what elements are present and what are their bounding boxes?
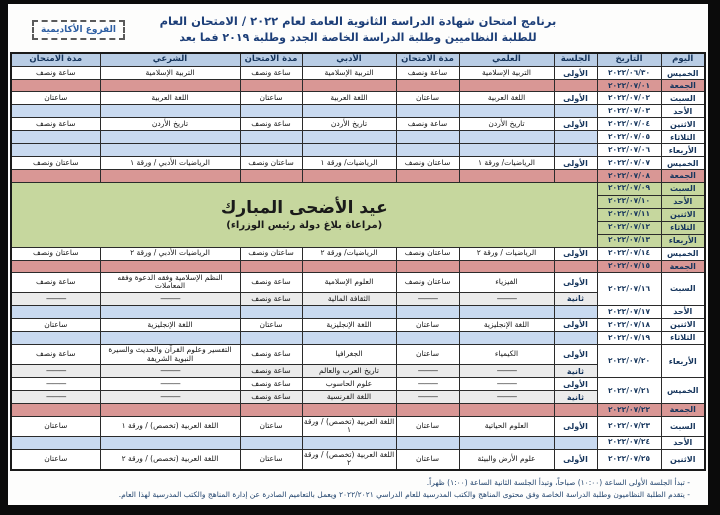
date-cell: ٢٠٢٢/٠٧/١١ [597, 208, 661, 221]
friday-holiday-row [11, 404, 705, 416]
subject-cell: ——— [100, 378, 240, 391]
subject-cell: تاريخ العرب والعالم [302, 365, 396, 378]
empty-cell [396, 306, 459, 319]
duration-cell: ساعتان [11, 319, 100, 332]
title-line-2: للطلبة النظاميين وطلبة الدراسة الخاصة الجدد وطلبة ٢٠١٩ فما بعد [179, 31, 537, 45]
date-cell: ٢٠٢٢/٠٦/٣٠ [597, 67, 661, 80]
empty-cell [554, 332, 597, 345]
empty-cell [100, 306, 240, 319]
date-cell: ٢٠٢٢/٠٧/٠١ [597, 80, 661, 92]
empty-cell [11, 404, 100, 416]
date-cell: ٢٠٢٢/٠٧/٠٧ [597, 157, 661, 170]
empty-cell [100, 436, 240, 449]
date-cell: ٢٠٢٢/٠٧/١٠ [597, 195, 661, 208]
day-cell: الجمعة [661, 404, 705, 416]
duration-cell: ساعة ونصف [240, 345, 302, 365]
friday-holiday-row [11, 80, 705, 92]
date-cell: ٢٠٢٢/٠٧/٢٣ [597, 416, 661, 436]
exam-schedule-table [10, 52, 706, 471]
day-cell: الخميس [661, 378, 705, 404]
empty-cell [100, 131, 240, 144]
subject-cell: ——— [100, 365, 240, 378]
date-cell: ٢٠٢٢/٠٧/١٨ [597, 319, 661, 332]
day-cell: الثلاثاء [661, 332, 705, 345]
column-header: مدة الامتحان [240, 53, 302, 67]
duration-cell: ——— [11, 378, 100, 391]
day-cell: الأربعاء [661, 144, 705, 157]
exam-row [11, 247, 705, 260]
day-cell: الثلاثاء [661, 221, 705, 234]
session-cell: الأولى [554, 67, 597, 80]
empty-cell [100, 144, 240, 157]
empty-cell [240, 105, 302, 118]
duration-cell: ساعة ونصف [11, 67, 100, 80]
empty-cell [240, 80, 302, 92]
session-cell: الأولى [554, 157, 597, 170]
exam-row [11, 449, 705, 470]
column-header: مدة الامتحان [396, 53, 459, 67]
empty-cell [459, 404, 554, 416]
friday-holiday-row [11, 260, 705, 272]
column-header: الجلسة [554, 53, 597, 67]
exam-row [11, 272, 705, 292]
day-cell: الأحد [661, 105, 705, 118]
date-cell: ٢٠٢٢/٠٧/٠٤ [597, 118, 661, 131]
exam-row [11, 157, 705, 170]
day-cell: السبت [661, 272, 705, 305]
date-cell: ٢٠٢٢/٠٧/٠٣ [597, 105, 661, 118]
subject-cell: الكيمياء [459, 345, 554, 365]
empty-cell [11, 144, 100, 157]
day-cell: الاثنين [661, 118, 705, 131]
duration-cell: ساعتان [396, 92, 459, 105]
session-cell: ثانية [554, 293, 597, 306]
session-cell: الأولى [554, 378, 597, 391]
subject-cell: اللغة العربية [459, 92, 554, 105]
empty-cell [459, 332, 554, 345]
subject-cell: علوم الأرض والبيئة [459, 449, 554, 470]
duration-cell: ——— [11, 365, 100, 378]
duration-cell: ساعتان [11, 449, 100, 470]
footnotes [8, 477, 690, 500]
session-cell: الأولى [554, 449, 597, 470]
empty-cell [11, 260, 100, 272]
day-cell: الاثنين [661, 208, 705, 221]
duration-cell: ساعة ونصف [11, 118, 100, 131]
empty-cell [396, 131, 459, 144]
subject-cell: الرياضيات الأدبي / ورقة ١ [100, 157, 240, 170]
empty-cell [240, 260, 302, 272]
empty-cell [554, 80, 597, 92]
duration-cell: ساعة ونصف [240, 67, 302, 80]
header-row [11, 53, 705, 67]
exam-row [11, 416, 705, 436]
date-cell: ٢٠٢٢/٠٧/١٥ [597, 260, 661, 272]
empty-cell [554, 260, 597, 272]
duration-cell: ساعتان [240, 449, 302, 470]
empty-cell [11, 306, 100, 319]
day-cell: الجمعة [661, 260, 705, 272]
subject-cell: اللغة الإنجليزية [459, 319, 554, 332]
empty-cell [100, 105, 240, 118]
empty-cell [554, 306, 597, 319]
empty-cell [100, 332, 240, 345]
empty-cell [240, 131, 302, 144]
empty-cell [240, 144, 302, 157]
duration-cell: ——— [11, 293, 100, 306]
subject-cell: اللغة الإنجليزية [100, 319, 240, 332]
session-cell: الأولى [554, 319, 597, 332]
date-cell: ٢٠٢٢/٠٧/٢٢ [597, 404, 661, 416]
empty-cell [11, 170, 100, 182]
duration-cell: ساعة ونصف [396, 67, 459, 80]
empty-cell [554, 131, 597, 144]
subject-cell: ——— [459, 378, 554, 391]
empty-cell [100, 80, 240, 92]
session-cell: الأولى [554, 272, 597, 292]
empty-cell [302, 332, 396, 345]
duration-cell: ساعتان ونصف [240, 157, 302, 170]
subject-cell: النظم الإسلامية وفقه الدعوة وفقه المعاملات [100, 272, 240, 292]
day-cell: السبت [661, 92, 705, 105]
date-cell: ٢٠٢٢/٠٧/٠٦ [597, 144, 661, 157]
empty-cell [459, 260, 554, 272]
date-cell: ٢٠٢٢/٠٧/٢١ [597, 378, 661, 404]
duration-cell: ——— [396, 293, 459, 306]
duration-cell: ——— [396, 378, 459, 391]
column-header: الأدبي [302, 53, 396, 67]
empty-cell [459, 105, 554, 118]
empty-cell [100, 260, 240, 272]
exam-row [11, 345, 705, 365]
duration-cell: ساعتان [396, 319, 459, 332]
empty-cell [240, 170, 302, 182]
duration-cell: ساعتان ونصف [396, 247, 459, 260]
footnote-session-times: - تبدأ الجلسة الأولى الساعة (١٠:٠٠) صباحاً، وتبدأ الجلسة الثانية الساعة (١:٠٠) ظهراً. [426, 478, 690, 487]
date-cell: ٢٠٢٢/٠٧/٠٨ [597, 170, 661, 182]
day-cell: الجمعة [661, 80, 705, 92]
session-cell: الأولى [554, 416, 597, 436]
session-cell: الأولى [554, 92, 597, 105]
empty-cell [302, 306, 396, 319]
duration-cell: ساعتان [11, 416, 100, 436]
day-cell: السبت [661, 182, 705, 195]
subject-cell: اللغة العربية [100, 92, 240, 105]
subject-cell: اللغة العربية (تخصص) / ورقة ٢ [100, 449, 240, 470]
session-cell: ثانية [554, 365, 597, 378]
subject-cell: الفيزياء [459, 272, 554, 292]
subject-cell: اللغة العربية (تخصص) / ورقة ١ [302, 416, 396, 436]
duration-cell: ساعة ونصف [240, 365, 302, 378]
duration-cell: ساعتان [396, 416, 459, 436]
duration-cell: ساعتان [240, 92, 302, 105]
duration-cell: ——— [396, 391, 459, 404]
empty-cell [396, 436, 459, 449]
date-cell: ٢٠٢٢/٠٧/١٢ [597, 221, 661, 234]
day-cell: الأحد [661, 436, 705, 449]
empty-cell [11, 332, 100, 345]
no-exam-row [11, 144, 705, 157]
column-header: العلمي [459, 53, 554, 67]
duration-cell: ساعتان ونصف [240, 247, 302, 260]
empty-cell [554, 436, 597, 449]
exam-row [11, 92, 705, 105]
duration-cell: ساعتان [396, 345, 459, 365]
session-cell: الأولى [554, 118, 597, 131]
empty-cell [396, 170, 459, 182]
duration-cell: ساعتان [11, 92, 100, 105]
empty-cell [302, 436, 396, 449]
subject-cell: ——— [459, 391, 554, 404]
eid-title: عيد الأضحى المبارك [220, 197, 388, 218]
date-cell: ٢٠٢٢/٠٧/١٣ [597, 234, 661, 247]
duration-cell: ساعة ونصف [240, 118, 302, 131]
empty-cell [100, 170, 240, 182]
subject-cell: ——— [459, 293, 554, 306]
duration-cell: ساعة ونصف [240, 272, 302, 292]
empty-cell [100, 404, 240, 416]
subject-cell: اللغة الإنجليزية [302, 319, 396, 332]
subject-cell: العلوم الحياتية [459, 416, 554, 436]
empty-cell [554, 404, 597, 416]
day-cell: الاثنين [661, 319, 705, 332]
date-cell: ٢٠٢٢/٠٧/١٩ [597, 332, 661, 345]
subject-cell: ——— [459, 365, 554, 378]
duration-cell: ——— [396, 365, 459, 378]
subject-cell: علوم الحاسوب [302, 378, 396, 391]
empty-cell [396, 404, 459, 416]
empty-cell [302, 404, 396, 416]
empty-cell [554, 144, 597, 157]
subject-cell: تاريخ الأردن [459, 118, 554, 131]
subject-cell: اللغة العربية (تخصص) / ورقة ١ [100, 416, 240, 436]
subject-cell: التربية الإسلامية [100, 67, 240, 80]
empty-cell [459, 170, 554, 182]
subject-cell: التربية الإسلامية [302, 67, 396, 80]
date-cell: ٢٠٢٢/٠٧/٢٥ [597, 449, 661, 470]
empty-cell [302, 170, 396, 182]
subject-cell: العلوم الإسلامية [302, 272, 396, 292]
subject-cell: اللغة العربية [302, 92, 396, 105]
day-cell: الأربعاء [661, 234, 705, 247]
duration-cell: ساعة ونصف [240, 293, 302, 306]
subject-cell: التربية الإسلامية [459, 67, 554, 80]
empty-cell [11, 80, 100, 92]
day-cell: الثلاثاء [661, 131, 705, 144]
duration-cell: ساعة ونصف [396, 118, 459, 131]
day-cell: السبت [661, 416, 705, 436]
subject-cell: اللغة الفرنسية [302, 391, 396, 404]
date-cell: ٢٠٢٢/٠٧/١٦ [597, 272, 661, 305]
date-cell: ٢٠٢٢/٠٧/٠٩ [597, 182, 661, 195]
friday-holiday-row [11, 170, 705, 182]
empty-cell [396, 260, 459, 272]
empty-cell [11, 131, 100, 144]
duration-cell: ساعتان [240, 319, 302, 332]
empty-cell [459, 306, 554, 319]
duration-cell: ساعة ونصف [11, 345, 100, 365]
exam-row [11, 118, 705, 131]
subject-cell: الثقافة المالية [302, 293, 396, 306]
column-header: الشرعي [100, 53, 240, 67]
eid-subtitle: (مراعاة بلاغ دولة رئيس الوزراء) [226, 220, 383, 232]
date-cell: ٢٠٢٢/٠٧/٠٥ [597, 131, 661, 144]
empty-cell [302, 144, 396, 157]
subject-cell: التفسير وعلوم القرآن والحديث والسيرة النبوية الشريفة [100, 345, 240, 365]
empty-cell [396, 144, 459, 157]
column-header: مدة الامتحان [11, 53, 100, 67]
day-cell: الخميس [661, 247, 705, 260]
subject-cell: تاريخ الأردن [100, 118, 240, 131]
empty-cell [11, 436, 100, 449]
no-exam-row [11, 131, 705, 144]
no-exam-row [11, 436, 705, 449]
date-cell: ٢٠٢٢/٠٧/٢٤ [597, 436, 661, 449]
empty-cell [396, 105, 459, 118]
table-body [11, 67, 705, 470]
day-cell: الأربعاء [661, 345, 705, 378]
subject-cell: ——— [100, 391, 240, 404]
day-cell: الأحد [661, 306, 705, 319]
subject-cell: تاريخ الأردن [302, 118, 396, 131]
subject-cell: اللغة العربية (تخصص) / ورقة ٢ [302, 449, 396, 470]
date-cell: ٢٠٢٢/٠٧/١٤ [597, 247, 661, 260]
subject-cell: الرياضيات الأدبي / ورقة ٢ [100, 247, 240, 260]
exam-row [11, 67, 705, 80]
duration-cell: ساعتان [240, 416, 302, 436]
empty-cell [396, 332, 459, 345]
footnote-curriculum: - يتقدم الطلبة النظاميون وطلبة الدراسة الخاصة وفق محتوى المناهج والكتب المدرسية للعام الدراسي ٢٠٢٢/٢٠٢١ ويعمل بالتعاميم الصادرة عن إدارة المناهج والكتب المدرسية لهذا العام. [118, 489, 690, 499]
duration-cell: ساعة ونصف [240, 391, 302, 404]
empty-cell [240, 404, 302, 416]
empty-cell [302, 260, 396, 272]
empty-cell [240, 306, 302, 319]
duration-cell: ——— [11, 391, 100, 404]
duration-cell: ساعتان [396, 449, 459, 470]
session-cell: الأولى [554, 247, 597, 260]
date-cell: ٢٠٢٢/٠٧/٠٢ [597, 92, 661, 105]
subject-cell: الجغرافيا [302, 345, 396, 365]
subject-cell: ——— [100, 293, 240, 306]
empty-cell [302, 131, 396, 144]
duration-cell: ساعتان ونصف [396, 272, 459, 292]
exam-row [11, 319, 705, 332]
eid-holiday-cell [11, 182, 597, 247]
empty-cell [11, 105, 100, 118]
no-exam-row [11, 306, 705, 319]
empty-cell [240, 332, 302, 345]
table-header-row [11, 53, 705, 67]
subject-cell: الرياضيات/ ورقة ٢ [302, 247, 396, 260]
no-exam-row [11, 332, 705, 345]
empty-cell [554, 170, 597, 182]
duration-cell: ساعتان ونصف [11, 157, 100, 170]
empty-cell [302, 105, 396, 118]
subject-cell: الرياضيات/ ورقة ١ [459, 157, 554, 170]
column-header: التاريخ [597, 53, 661, 67]
empty-cell [459, 80, 554, 92]
day-cell: الاثنين [661, 449, 705, 470]
column-header: اليوم [661, 53, 705, 67]
exam-row [11, 378, 705, 391]
duration-cell: ساعة ونصف [11, 272, 100, 292]
no-exam-row [11, 105, 705, 118]
subject-cell: الرياضيات/ ورقة ١ [302, 157, 396, 170]
session-cell: الأولى [554, 345, 597, 365]
duration-cell: ساعتان ونصف [11, 247, 100, 260]
day-cell: الخميس [661, 157, 705, 170]
day-cell: الجمعة [661, 170, 705, 182]
session-cell: ثانية [554, 391, 597, 404]
empty-cell [396, 80, 459, 92]
day-cell: الخميس [661, 67, 705, 80]
empty-cell [459, 131, 554, 144]
date-cell: ٢٠٢٢/٠٧/١٧ [597, 306, 661, 319]
empty-cell [459, 436, 554, 449]
empty-cell [302, 80, 396, 92]
eid-row [11, 182, 705, 195]
day-cell: الأحد [661, 195, 705, 208]
date-cell: ٢٠٢٢/٠٧/٢٠ [597, 345, 661, 378]
duration-cell: ساعتان ونصف [396, 157, 459, 170]
title-line-1: برنامج امتحان شهادة الدراسة الثانوية العامة لعام ٢٠٢٢ / الامتحان العام [159, 14, 557, 28]
empty-cell [554, 105, 597, 118]
subject-cell: الرياضيات / ورقة ٢ [459, 247, 554, 260]
empty-cell [240, 436, 302, 449]
empty-cell [459, 144, 554, 157]
duration-cell: ساعة ونصف [240, 378, 302, 391]
academic-branches-stamp: الفروع الأكاديمية [32, 20, 125, 40]
